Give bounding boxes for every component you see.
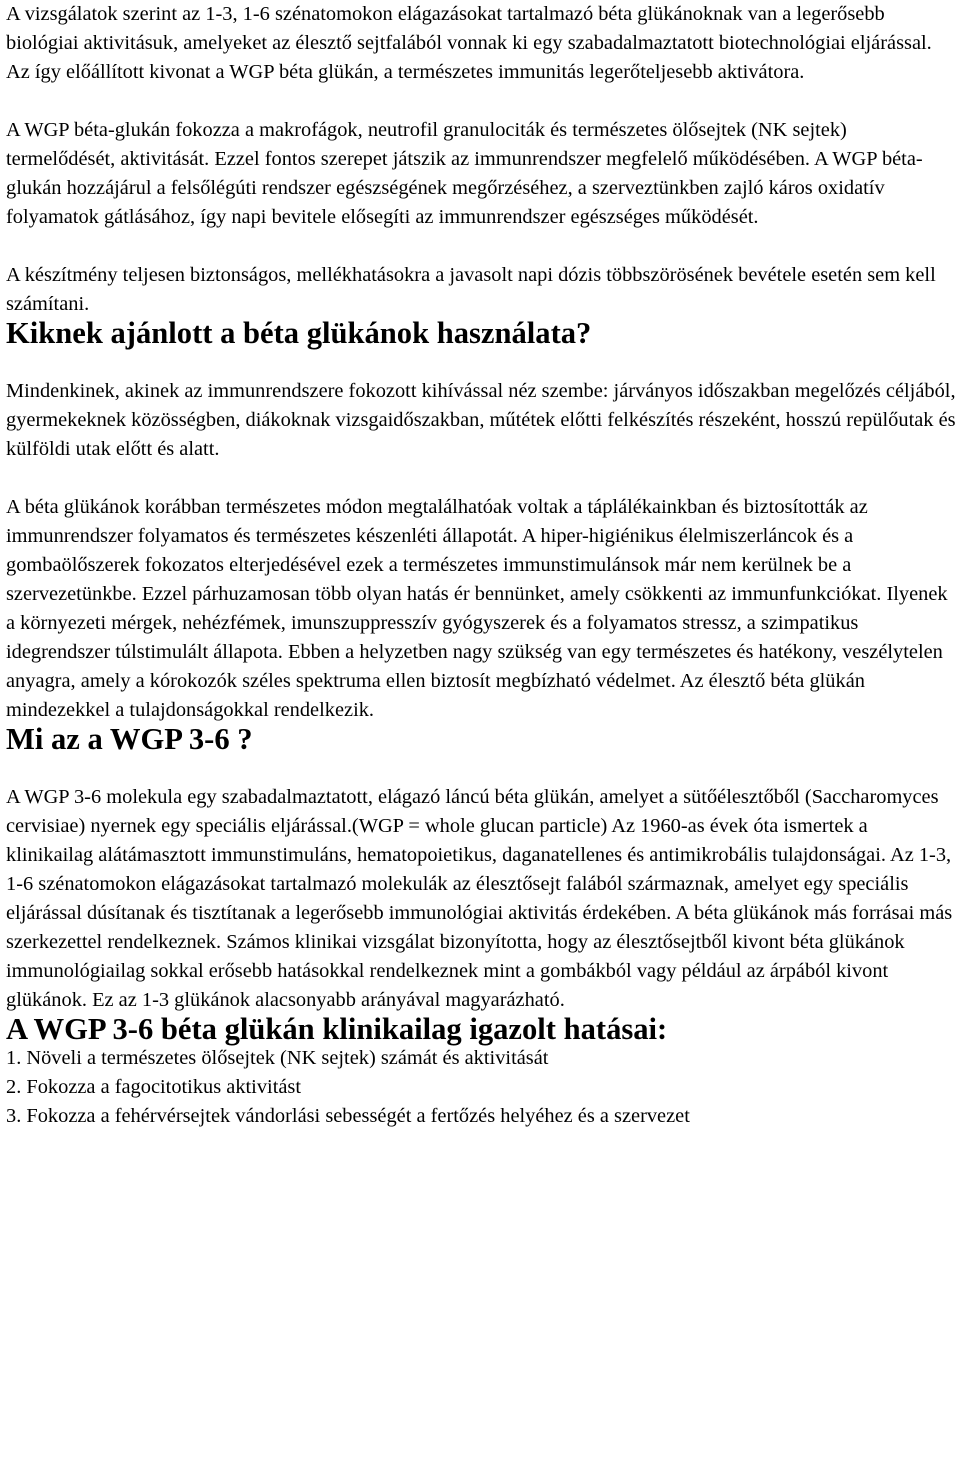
section-heading-effects: A WGP 3-6 béta glükán klinikailag igazolt hatásai: (6, 1012, 668, 1046)
list-item: 2. Fokozza a fagocitotikus aktivitást (6, 1076, 302, 1098)
history-paragraph: A béta glükánok korábban természetes módon megtalálhatóak voltak a táplálékainkban és biztosították az immunrendszer folyamatos és természetes készenléti állapotát. A hiper-higiénikus élelmiszerláncok és a gombaölőszerek fokozatos elterjedésével ezek a természetes immunstimulánsok már nem kerülnek be a szervezetünkbe. Ezzel párhuzamosan több olyan hatás ér bennünket, amely csökkenti az immunfunkciókat. Ilyenek a környezeti mérgek, nehézfémek, imunszuppresszív gyógyszerek és a folyamatos stressz, a szimpatikus idegrendszer túlstimulált állapota. Ebben a helyzetben nagy szükség van egy természetes és hatékony, veszélytelen anyagra, amely a kórokozók széles spektruma ellen biztosít megbízható védelmet. Az élesztő béta glükán mindezekkel a tulajdonságokkal rendelkezik. (6, 496, 948, 721)
intro-paragraph: A vizsgálatok szerint az 1-3, 1-6 szénatomokon elágazásokat tartalmazó béta glükánoknak van a legerősebb biológiai aktivitásuk, amelyeket az élesztő sejtfalából vonnak ki egy szabadalmaztatott biotechnológiai eljárással. Az így előállított kivonat a WGP béta glükán, a természetes immunitás legerőteljesebb aktivátora. (6, 3, 932, 83)
section-heading-what-is: Mi az a WGP 3-6 ? (6, 722, 253, 756)
section-heading-recommended: Kiknek ajánlott a béta glükánok használata? (6, 316, 592, 350)
document-page (6, 0, 956, 1131)
list-item: 1. Növeli a természetes ölősejtek (NK sejtek) számát és aktivitását (6, 1047, 549, 1069)
safety-paragraph: A készítmény teljesen biztonságos, mellékhatásokra a javasolt napi dózis többszörösének bevétele esetén sem kell számítani. (6, 264, 936, 315)
recommended-paragraph: Mindenkinek, akinek az immunrendszere fokozott kihívással néz szembe: járványos időszakban megelőzés céljából, gyermekeknek közösségben, diákoknak vizsgaidőszakban, műtétek előtti felkészítés részeként, hosszú repülőutak és külföldi utak előtt és alatt. (6, 380, 956, 460)
list-item: 3. Fokozza a fehérvérsejtek vándorlási sebességét a fertőzés helyéhez és a szervezet (6, 1105, 690, 1127)
effects-list (6, 1044, 956, 1131)
what-is-paragraph: A WGP 3-6 molekula egy szabadalmaztatott, elágazó láncú béta glükán, amelyet a sütőélesztőből (Saccharomyces cervisiae) nyernek egy speciális eljárással.(WGP = whole glucan particle) Az 1960-as évek óta ismertek a klinikailag alátámasztott immunstimuláns, hematopoietikus, daganatellenes és antimikrobális tulajdonságai. Az 1-3, 1-6 szénatomokon elágazásokat tartalmazó molekulák az élesztősejt falából származnak, amelyet egy speciális eljárással dúsítanak és tisztítanak a legerősebb immunológiai aktivitás érdekében. A béta glükánok más forrásai más szerkezettel rendelkeznek. Számos klinikai vizsgálat bizonyította, hogy az élesztősejtből kivont béta glükánok immunológiailag sokkal erősebb hatásokkal rendelkeznek mint a gombákból vagy például az árpából kivont glükánok. Ez az 1-3 glükánok alacsonyabb arányával magyarázható. (6, 786, 953, 1011)
effects-paragraph: A WGP béta-glukán fokozza a makrofágok, neutrofil granulociták és természetes ölősejtek (NK sejtek) termelődését, aktivitását. Ezzel fontos szerepet játszik az immunrendszer megfelelő működésében. A WGP béta-glukán hozzájárul a felsőlégúti rendszer egészségének megőrzéséhez, a szerveztünkben zajló káros oxidatív folyamatok gátlásához, így napi bevitele elősegíti az immunrendszer egészséges működését. (6, 119, 923, 228)
